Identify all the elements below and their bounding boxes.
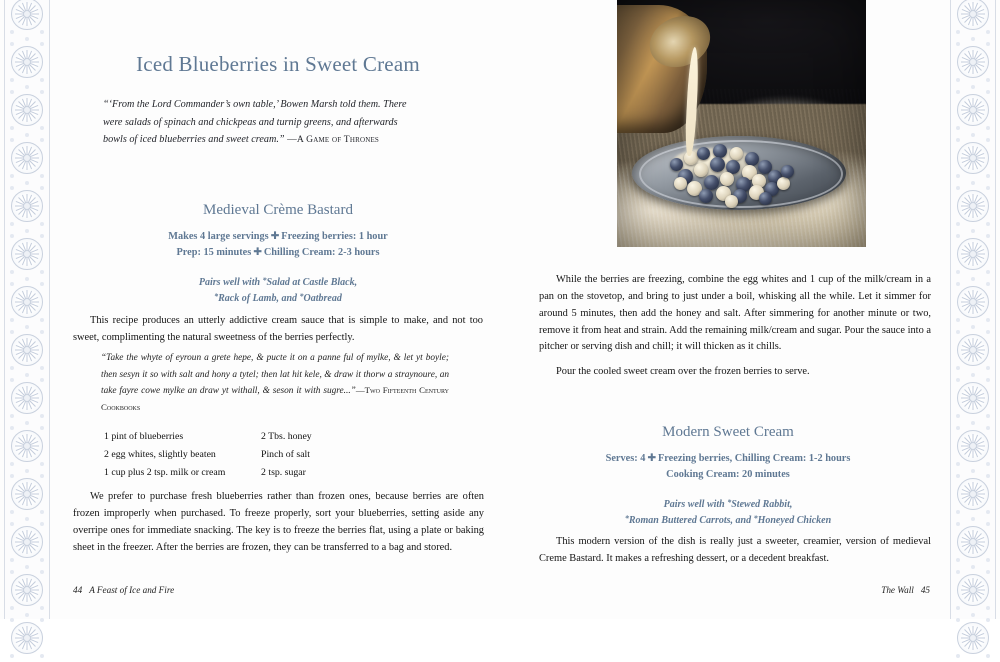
chilling-time-text: Chilling Cream: 2-3 hours	[263, 246, 380, 258]
separator-icon: ✚	[270, 231, 280, 242]
intro-paragraph: This recipe produces an utterly addictive cream sauce that is simple to make, and not too sweet, complimenting the natural sweetness of the berries perfectly.	[73, 315, 483, 343]
page-title: Iced Blueberries in Sweet Cream	[136, 52, 420, 76]
epigraph-quote	[103, 96, 423, 149]
pairs-line-2	[56, 291, 500, 307]
folio-left	[73, 585, 174, 595]
pairs-line-1	[512, 497, 944, 513]
ingredient-item: 1 cup plus 2 tsp. milk or cream	[104, 466, 226, 478]
ingredient-item: 2 Tbs. honey	[261, 431, 312, 442]
right-method-paragraph-1: While the berries are freezing, combine the egg whites and 1 cup of the milk/cream in a pan on the stovetop, and bring to just under a boil, whisking all the while. Let it simmer for around 5 minutes, then add the honey and salt. After simmering for another minute or two, remove it from heat and strain. Add the remaining milk/cream and sugar. Pour the sauce into a pitcher or serving dish and chill; it will thicken as it chills.	[539, 274, 931, 353]
footnote-marker-icon: *	[214, 291, 219, 301]
ingredient-item: 1 pint of blueberries	[104, 431, 184, 442]
pairs-label: Pairs well with	[198, 276, 263, 288]
right-method-paragraph-2: Pour the cooled sweet cream over the frozen berries to serve.	[556, 366, 810, 377]
ingredient-item: Pinch of salt	[261, 448, 310, 460]
rosette-ornament-icon	[953, 182, 993, 230]
medieval-source-quote	[101, 350, 449, 416]
left-page	[56, 0, 500, 619]
rosette-ornament-icon	[7, 566, 47, 614]
footnote-marker-icon: *	[262, 275, 267, 285]
right-page	[512, 0, 944, 619]
rosette-ornament-icon	[953, 422, 993, 470]
footnote-marker-icon: *	[753, 513, 758, 523]
medieval-meta-line-1	[56, 229, 500, 245]
footnote-marker-icon: *	[624, 513, 629, 523]
rosette-ornament-icon	[953, 566, 993, 614]
rosette-column-left	[4, 0, 50, 662]
method-paragraph: We prefer to purchase fresh blueberries rather than frozen ones, because berries are often frozen improperly when purchased. To freeze properly, sort your blueberries, setting aside any overripe ones for immediate snacking. The key is to freeze the berries flat, using a plate or baking sheet in the freezer. After the berries are frozen, they can be transferred to a bag and stored.	[73, 491, 484, 553]
pairs-dish-2: Roman Buttered Carrots, and	[628, 514, 754, 526]
ornamental-border-right	[950, 0, 996, 619]
rosette-ornament-icon	[953, 326, 993, 374]
ornamental-border-left	[4, 0, 50, 619]
rosette-ornament-icon	[7, 470, 47, 518]
pairs-dish-3: Honeyed Chicken	[757, 514, 832, 526]
footnote-marker-icon: *	[299, 291, 304, 301]
epigraph-text: “‘From the Lord Commander’s own table,’ Bowen Marsh told them. There were salads of spinach and chickpeas and turnip greens, and afterwards bowls of iced blueberries and sweet cream.”	[103, 99, 407, 146]
freezing-chilling-text: Freezing berries, Chilling Cream: 1-2 hours	[658, 453, 851, 464]
rosette-ornament-icon	[7, 0, 47, 38]
rosette-ornament-icon	[7, 278, 47, 326]
medieval-recipe-heading: Medieval Crème Bastard	[203, 202, 353, 218]
ingredient-item: 2 egg whites, slightly beaten	[104, 448, 216, 460]
chapter-title-footer: The Wall	[881, 585, 914, 595]
rosette-ornament-icon	[7, 86, 47, 134]
footnote-marker-icon: *	[727, 497, 732, 507]
separator-icon: ✚	[253, 246, 262, 258]
prep-time-text: Prep: 15 minutes	[176, 246, 252, 258]
rosette-ornament-icon	[953, 470, 993, 518]
modern-recipe-heading: Modern Sweet Cream	[662, 424, 794, 440]
ingredients-list	[104, 428, 312, 481]
medieval-quote-text: “Take the whyte of eyroun a grete hepe, & pucte it on a panne ful of mylke, & let yt boyle; then sesyn it so with salt and hony a tytel; then lat hit kele, & draw it thorw a straynoure, an take fayre cowe mylke an draw yt withall, & seson it with sugre...”	[101, 353, 449, 397]
freezing-time-text: Freezing berries: 1 hour	[281, 231, 388, 242]
servings-text: Makes 4 large servings	[168, 231, 269, 242]
rosette-ornament-icon	[953, 374, 993, 422]
rosette-ornament-icon	[7, 182, 47, 230]
modern-pairs-well-with	[512, 497, 944, 529]
rosette-ornament-icon	[7, 38, 47, 86]
pairs-label: Pairs well with	[663, 498, 728, 510]
rosette-ornament-icon	[7, 374, 47, 422]
ingredients-column-1	[104, 428, 261, 481]
pairs-dish-1: Salad at Castle Black,	[266, 276, 358, 288]
modern-meta-line-1	[512, 451, 944, 467]
rosette-ornament-icon	[953, 0, 993, 38]
medieval-pairs-well-with	[56, 275, 500, 307]
page-number: 44	[73, 585, 83, 595]
serves-text: Serves: 4	[605, 453, 646, 464]
modern-meta-line-2	[512, 467, 944, 483]
pairs-line-1	[56, 275, 500, 291]
book-title-footer: A Feast of Ice and Fire	[89, 585, 175, 595]
rosette-ornament-icon	[953, 134, 993, 182]
rosette-ornament-icon	[953, 38, 993, 86]
rosette-ornament-icon	[7, 614, 47, 662]
folio-right	[881, 585, 930, 595]
rosette-ornament-icon	[953, 614, 993, 662]
rosette-column-right	[950, 0, 996, 662]
rosette-ornament-icon	[7, 422, 47, 470]
medieval-meta-line-2	[56, 245, 500, 261]
rosette-ornament-icon	[953, 230, 993, 278]
pairs-line-2	[512, 513, 944, 529]
page-number: 45	[920, 585, 930, 595]
rosette-ornament-icon	[953, 86, 993, 134]
rosette-ornament-icon	[7, 230, 47, 278]
rosette-ornament-icon	[953, 518, 993, 566]
rosette-ornament-icon	[7, 134, 47, 182]
rosette-ornament-icon	[7, 518, 47, 566]
ingredient-item: 2 tsp. sugar	[261, 466, 306, 478]
rosette-ornament-icon	[953, 278, 993, 326]
ingredients-column-2	[261, 428, 312, 481]
epigraph-source: —A Game of Thrones	[287, 134, 380, 146]
rosette-ornament-icon	[7, 326, 47, 374]
medieval-quote-source: —Two Fifteenth Century Cookbooks	[101, 385, 449, 412]
pairs-dish-1: Stewed Rabbit,	[731, 498, 793, 510]
pairs-dish-2: Rack of Lamb, and	[218, 292, 300, 304]
pairs-dish-3: Oatbread	[303, 292, 342, 304]
cooking-time-text: Cooking Cream: 20 minutes	[666, 468, 790, 480]
closing-paragraph: This modern version of the dish is really just a sweeter, creamier, version of medieval Creme Bastard. It makes a refreshing dessert, or a decedent breakfast.	[539, 536, 931, 564]
separator-icon: ✚	[647, 453, 656, 464]
